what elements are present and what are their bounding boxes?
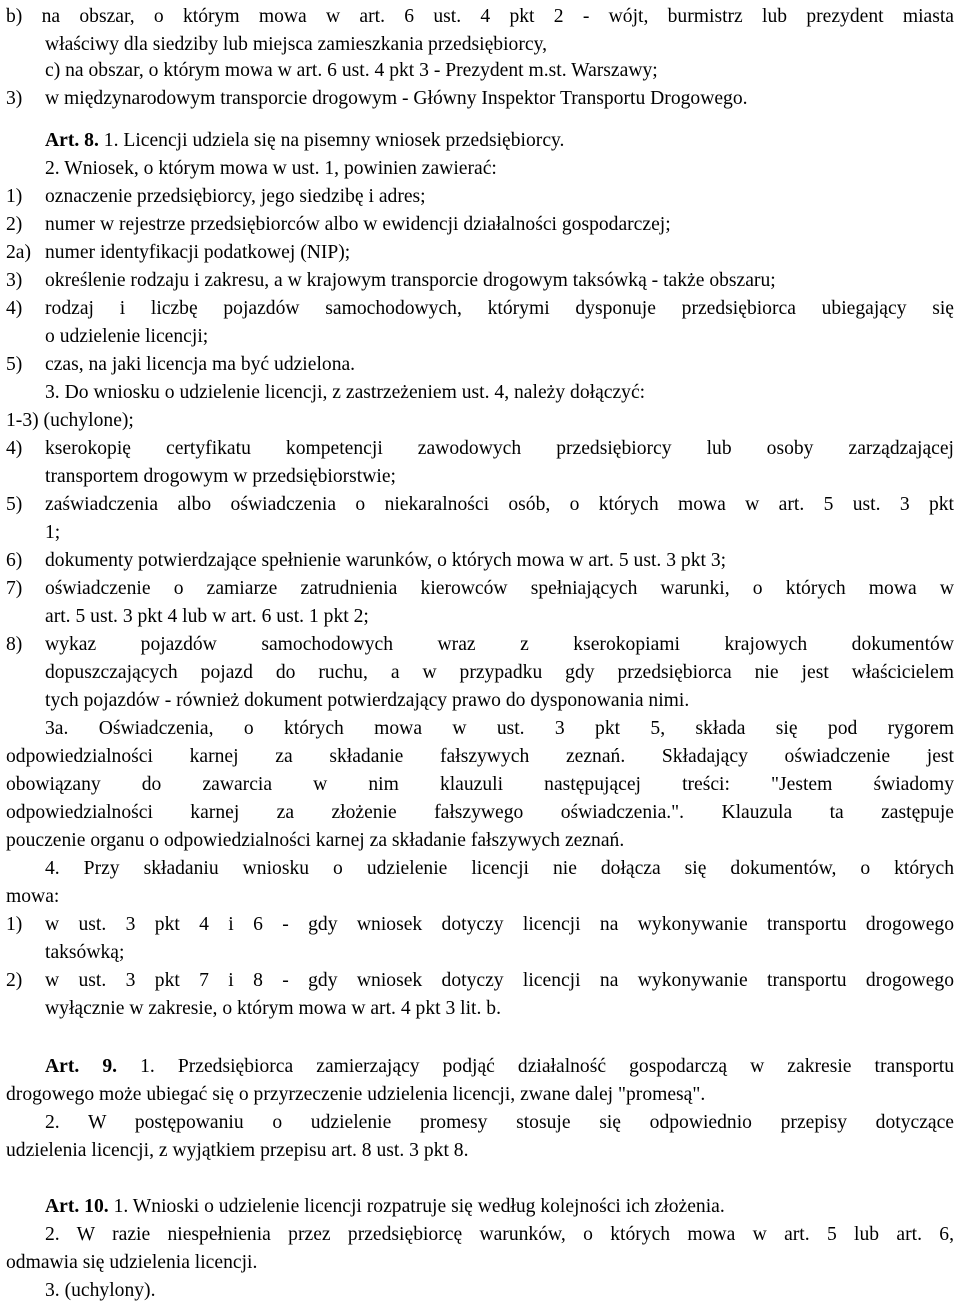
text-line xyxy=(0,31,960,58)
paragraph-text: dopuszczających pojazd do ruchu, a w przypadku gdy przedsiębiorca nie jest właścicielem xyxy=(45,662,954,683)
paragraph-text: o udzielenie licencji; xyxy=(45,326,209,347)
article-paragraph xyxy=(45,1053,954,1080)
list-item-text: numer w rejestrze przedsiębiorców albo w ewidencji działalności gospodarczej; xyxy=(45,214,671,235)
text-line xyxy=(0,771,960,798)
text-line xyxy=(0,547,960,574)
text-line xyxy=(0,463,960,490)
text-line xyxy=(0,239,960,266)
text-line xyxy=(0,1109,960,1136)
text-line xyxy=(0,883,960,910)
text-line xyxy=(0,715,960,742)
text-line xyxy=(0,603,960,630)
text-line xyxy=(0,827,960,854)
text-line xyxy=(0,435,960,462)
text-line xyxy=(0,799,960,826)
list-number: 2) xyxy=(6,970,23,991)
list-number: 2a) xyxy=(6,242,32,263)
text-line xyxy=(0,407,960,434)
paragraph-text: taksówką; xyxy=(45,942,125,963)
text-line xyxy=(0,1137,960,1164)
paragraph-text: transportem drogowym w przedsiębiorstwie; xyxy=(45,466,396,487)
list-item-text: zaświadczenia albo oświadczenia o niekaralności osób, o których mowa w art. 5 ust. 3 pkt xyxy=(45,494,954,515)
text-line xyxy=(0,743,960,770)
paragraph-text: 1; xyxy=(45,522,61,543)
text-line xyxy=(0,1193,960,1220)
article-heading: Art. 8. xyxy=(45,130,99,151)
paragraph-text: 1-3) (uchylone); xyxy=(6,410,134,431)
list-number: 7) xyxy=(6,578,23,599)
text-line xyxy=(0,1081,960,1108)
text-line xyxy=(0,687,960,714)
list-item-text: oświadczenie o zamiarze zatrudnienia kierowców spełniających warunki, o których mowa w xyxy=(45,578,954,599)
text-line xyxy=(0,519,960,546)
paragraph-text: drogowego może ubiegać się o przyrzeczenie udzielenia licencji, zwane dalej "promesą". xyxy=(6,1084,706,1105)
text-line xyxy=(0,491,960,518)
list-number: 5) xyxy=(6,354,23,375)
list-number: 6) xyxy=(6,550,23,571)
paragraph-text: 2. W razie niespełnienia przez przedsiębiorcę warunków, o których mowa w art. 5 lub art. 6, xyxy=(45,1224,954,1245)
article-paragraph xyxy=(45,1193,945,1220)
text-line xyxy=(0,57,960,84)
list-number: 1) xyxy=(6,186,23,207)
text-line xyxy=(0,295,960,322)
article-paragraph xyxy=(45,127,745,154)
text-line xyxy=(0,939,960,966)
text-line xyxy=(0,995,960,1022)
article-heading: Art. 9. xyxy=(45,1056,118,1077)
article-text: 1. Licencji udziela się na pisemny wniosek przedsiębiorcy. xyxy=(98,130,565,151)
text-line xyxy=(0,211,960,238)
paragraph-text: udzielenia licencji, z wyjątkiem przepisu art. 8 ust. 3 pkt 8. xyxy=(6,1140,469,1161)
paragraph-text: obowiązany do zawarcia w nim klauzuli następującej treści: "Jestem świadomy xyxy=(6,774,954,795)
list-number: 8) xyxy=(6,634,23,655)
list-item-text: numer identyfikacji podatkowej (NIP); xyxy=(45,242,351,263)
text-line xyxy=(0,127,960,154)
text-line xyxy=(0,379,960,406)
list-item-text: w ust. 3 pkt 7 i 8 - gdy wniosek dotyczy licencji na wykonywanie transportu drogowego xyxy=(45,970,954,991)
text-line xyxy=(0,1277,960,1304)
list-number: 4) xyxy=(6,438,23,459)
list-number: 3) xyxy=(6,88,23,109)
paragraph-text: b) na obszar, o którym mowa w art. 6 ust. 4 pkt 2 - wójt, burmistrz lub prezydent miasta xyxy=(6,6,954,27)
paragraph-text: 4. Przy składaniu wniosku o udzielenie licencji nie dołącza się dokumentów, o których xyxy=(45,858,954,879)
text-line xyxy=(0,267,960,294)
paragraph-text: odpowiedzialności karnej za złożenie fałszywego oświadczenia.". Klauzula ta zastępuje xyxy=(6,802,954,823)
text-line xyxy=(0,575,960,602)
article-heading: Art. 10. xyxy=(45,1196,109,1217)
paragraph-text: odpowiedzialności karnej za składanie fałszywych zeznań. Składający oświadczenie jest xyxy=(6,746,954,767)
text-line xyxy=(0,1249,960,1276)
text-line xyxy=(0,967,960,994)
paragraph-text: tych pojazdów - również dokument potwierdzający prawo do dysponowania nimi. xyxy=(45,690,690,711)
paragraph-text: odmawia się udzielenia licencji. xyxy=(6,1252,258,1273)
text-line xyxy=(0,1221,960,1248)
list-item-text: wykaz pojazdów samochodowych wraz z kserokopiami krajowych dokumentów xyxy=(45,634,954,655)
text-line xyxy=(0,1053,960,1080)
list-number: 2) xyxy=(6,214,23,235)
paragraph-text: 3a. Oświadczenia, o których mowa w ust. 3 pkt 5, składa się pod rygorem xyxy=(45,718,954,739)
paragraph-text: 3. Do wniosku o udzielenie licencji, z zastrzeżeniem ust. 4, należy dołączyć: xyxy=(45,382,646,403)
list-item-text: kserokopię certyfikatu kompetencji zawodowych przedsiębiorcy lub osoby zarządzającej xyxy=(45,438,954,459)
list-item-text: czas, na jaki licencja ma być udzielona. xyxy=(45,354,356,375)
paragraph-text: pouczenie organu o odpowiedzialności karnej za składanie fałszywych zeznań. xyxy=(6,830,625,851)
list-item-text: określenie rodzaju i zakresu, a w krajowym transporcie drogowym taksówką - także obszaru; xyxy=(45,270,776,291)
paragraph-text: 2. Wniosek, o którym mowa w ust. 1, powinien zawierać: xyxy=(45,158,497,179)
paragraph-text: art. 5 ust. 3 pkt 4 lub w art. 6 ust. 1 pkt 2; xyxy=(45,606,369,627)
text-line xyxy=(0,911,960,938)
text-line xyxy=(0,155,960,182)
text-line xyxy=(0,351,960,378)
list-number: 1) xyxy=(6,914,23,935)
text-line xyxy=(0,183,960,210)
text-line xyxy=(0,85,960,112)
text-line xyxy=(0,323,960,350)
text-line xyxy=(0,631,960,658)
list-number: 4) xyxy=(6,298,23,319)
article-text: 1. Wnioski o udzielenie licencji rozpatruje się według kolejności ich złożenia. xyxy=(108,1196,725,1217)
list-number: 3) xyxy=(6,270,23,291)
paragraph-text: 3. (uchylony). xyxy=(45,1280,156,1301)
list-item-text: dokumenty potwierdzające spełnienie warunków, o których mowa w art. 5 ust. 3 pkt 3; xyxy=(45,550,727,571)
list-item-text: rodzaj i liczbę pojazdów samochodowych, którymi dysponuje przedsiębiorca ubiegający się xyxy=(45,298,954,319)
paragraph-text: 2. W postępowaniu o udzielenie promesy stosuje się odpowiednio przepisy dotyczące xyxy=(45,1112,954,1133)
list-item-text: w ust. 3 pkt 4 i 6 - gdy wniosek dotyczy licencji na wykonywanie transportu drogowego xyxy=(45,914,954,935)
text-line xyxy=(0,659,960,686)
paragraph-text: mowa: xyxy=(6,886,60,907)
article-text: 1. Przedsiębiorca zamierzający podjąć działalność gospodarczą w zakresie transportu xyxy=(117,1056,954,1077)
paragraph-text: właściwy dla siedziby lub miejsca zamieszkania przedsiębiorcy, xyxy=(45,34,547,55)
list-item-text: w międzynarodowym transporcie drogowym - Główny Inspektor Transportu Drogowego. xyxy=(45,88,748,109)
paragraph-text: c) na obszar, o którym mowa w art. 6 ust. 4 pkt 3 - Prezydent m.st. Warszawy; xyxy=(45,60,658,81)
text-line xyxy=(0,3,960,30)
list-item-text: oznaczenie przedsiębiorcy, jego siedzibę i adres; xyxy=(45,186,426,207)
list-number: 5) xyxy=(6,494,23,515)
text-line xyxy=(0,855,960,882)
paragraph-text: wyłącznie w zakresie, o którym mowa w art. 4 pkt 3 lit. b. xyxy=(45,998,501,1019)
